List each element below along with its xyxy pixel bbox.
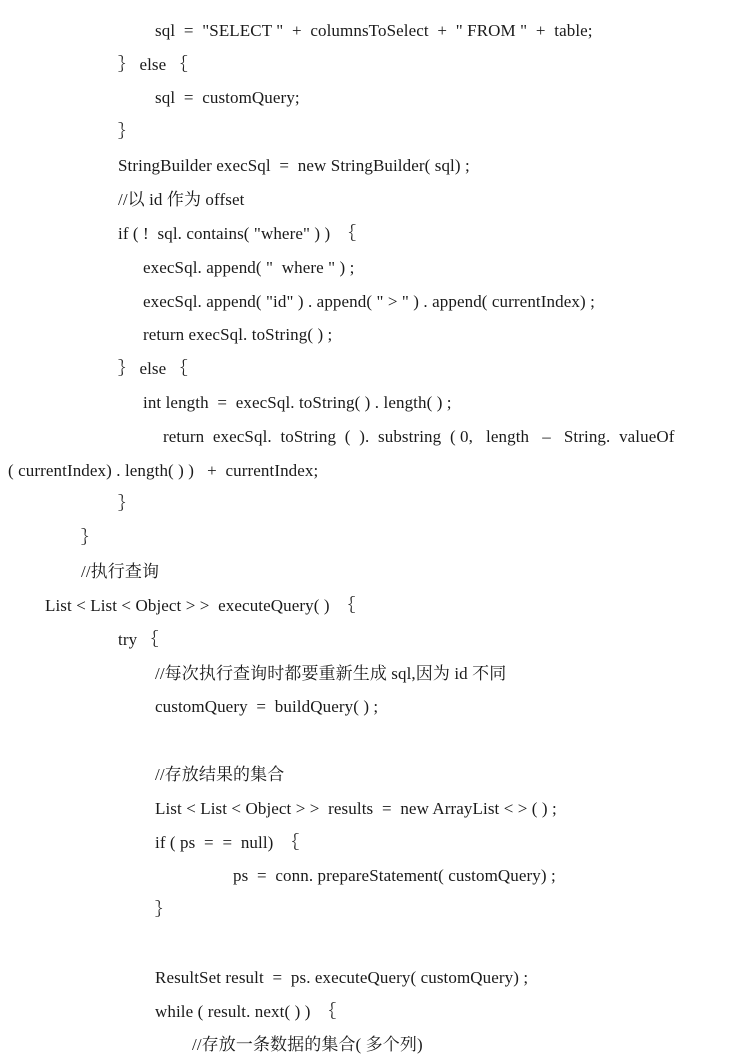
code-line: sql = customQuery; xyxy=(155,88,300,107)
code-line: ｝ xyxy=(118,494,136,513)
code-comment: //存放一条数据的集合( 多个列) xyxy=(192,1035,423,1054)
code-line: return execSql. toString ( ). substring ( 0, length – String. valueOf xyxy=(163,427,675,446)
code-line: execSql. append( "id" ) . append( " > " ) . append( currentIndex) ; xyxy=(143,292,595,311)
code-line: ResultSet result = ps. executeQuery( customQuery) ; xyxy=(155,968,529,987)
code-comment: //存放结果的集合 xyxy=(155,765,285,784)
code-line: ｝ else ｛ xyxy=(118,55,188,74)
code-line: ｝ else ｛ xyxy=(118,359,188,378)
code-line: execSql. append( " where " ) ; xyxy=(143,258,355,277)
code-line: customQuery = buildQuery( ) ; xyxy=(155,697,379,716)
code-line: ps = conn. prepareStatement( customQuery) ; xyxy=(233,866,556,885)
code-line: ( currentIndex) . length( ) ) + currentIndex; xyxy=(8,461,319,480)
code-line: return execSql. toString( ) ; xyxy=(143,325,333,344)
code-line: StringBuilder execSql = new StringBuilder( sql) ; xyxy=(118,156,470,175)
code-comment: //执行查询 xyxy=(81,562,160,581)
code-line: ｝ xyxy=(118,122,136,141)
code-comment: //每次执行查询时都要重新生成 sql,因为 id 不同 xyxy=(155,664,507,683)
code-line: if ( ! sql. contains( "where" ) ) ｛ xyxy=(118,224,357,243)
code-line: List < List < Object > > executeQuery( ) ｛ xyxy=(45,596,356,615)
code-line: int length = execSql. toString( ) . length( ) ; xyxy=(143,393,452,412)
code-line: try ｛ xyxy=(118,630,159,649)
code-line: while ( result. next( ) ) ｛ xyxy=(155,1002,337,1021)
code-comment: //以 id 作为 offset xyxy=(118,190,245,209)
code-line: List < List < Object > > results = new ArrayList < > ( ) ; xyxy=(155,799,557,818)
code-line: if ( ps = = null) ｛ xyxy=(155,833,300,852)
code-line: ｝ xyxy=(81,528,99,547)
code-line: sql = "SELECT " + columnsToSelect + " FROM " + table; xyxy=(155,21,593,40)
code-line: ｝ xyxy=(155,900,173,919)
